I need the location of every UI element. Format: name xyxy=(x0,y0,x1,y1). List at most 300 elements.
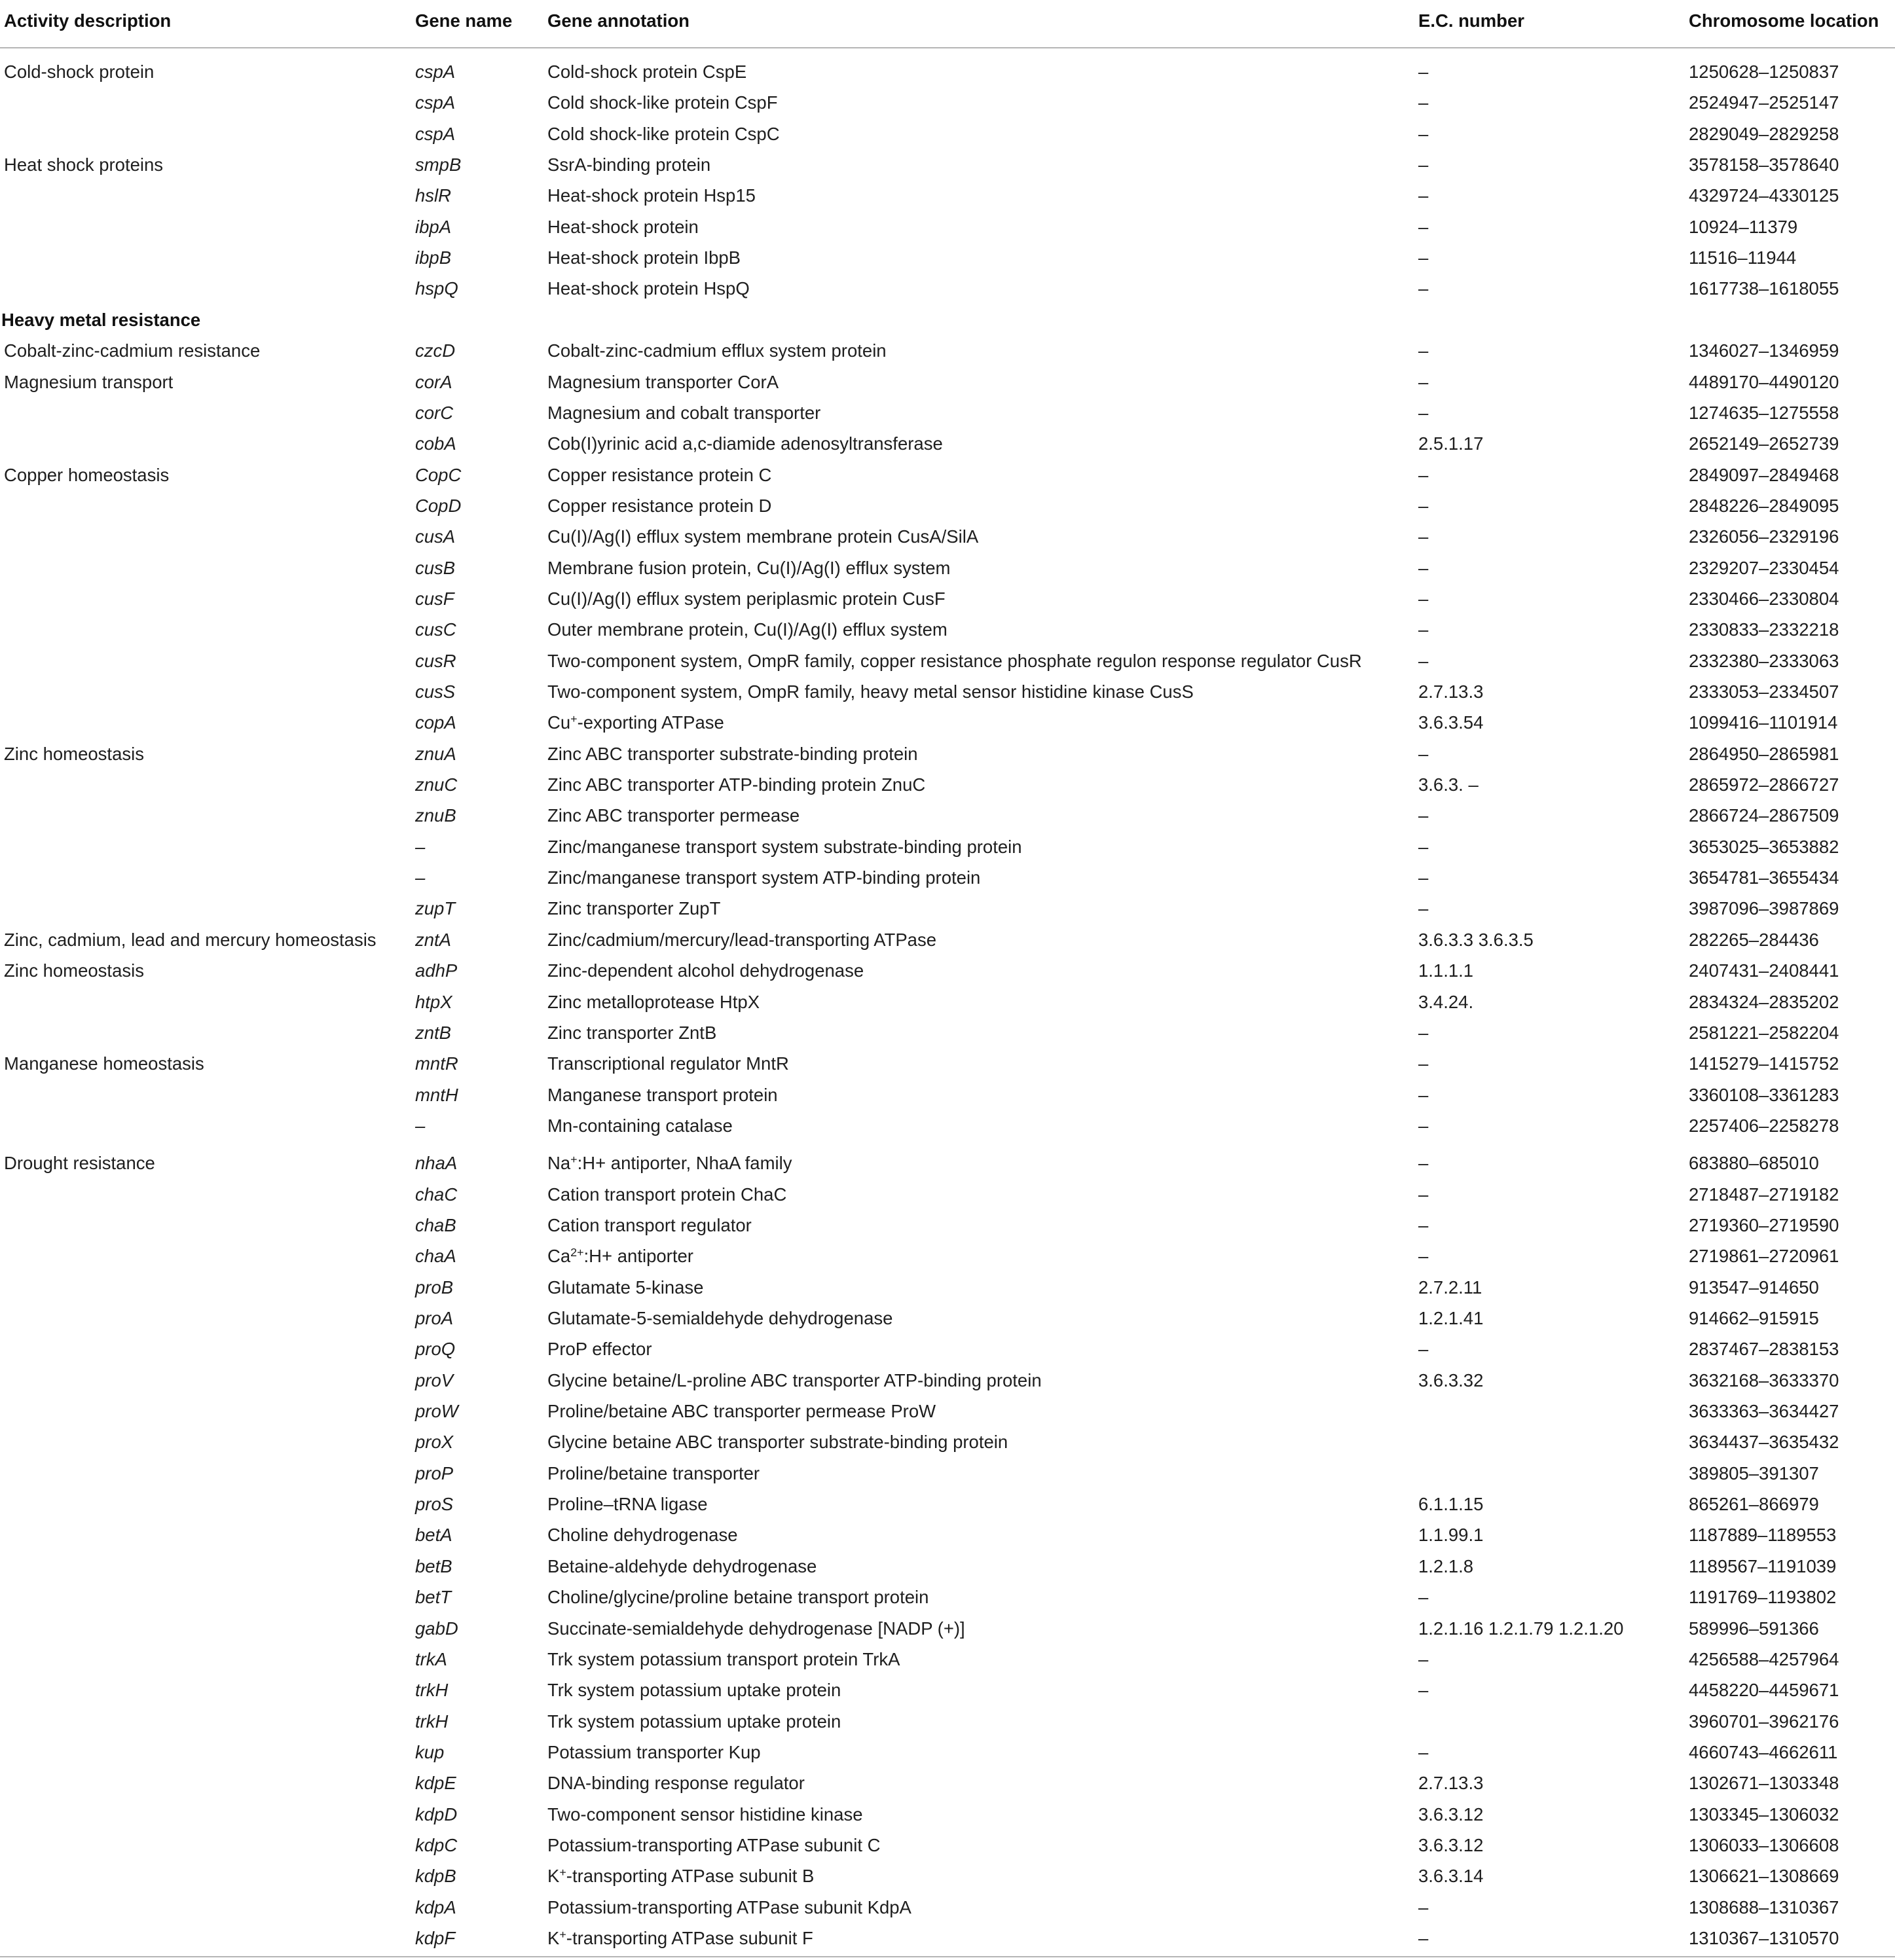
gene-annotation-cell: Glycine betaine/L-proline ABC transporter ATP-binding protein xyxy=(547,1370,1042,1390)
chromosome-location-cell: 2581221–2582204 xyxy=(1689,1022,1839,1043)
chromosome-location-cell: 2848226–2849095 xyxy=(1689,495,1839,516)
gene-annotation-cell: Two-component system, OmpR family, copper resistance phosphate regulon response regulator CusR xyxy=(547,650,1362,671)
gene-annotation-cell: Zinc transporter ZntB xyxy=(547,1022,717,1043)
chromosome-location-cell: 1617738–1618055 xyxy=(1689,278,1839,299)
gene-annotation-cell: Mn-containing catalase xyxy=(547,1115,733,1136)
gene-name-cell: chaB xyxy=(415,1214,456,1235)
gene-annotation-cell: Trk system potassium transport protein TrkA xyxy=(547,1648,900,1669)
chromosome-location-cell: 2652149–2652739 xyxy=(1689,433,1839,454)
ec-number-cell: 3.6.3. – xyxy=(1418,774,1479,795)
ec-number-cell: – xyxy=(1418,1896,1429,1917)
chromosome-location-cell: 3634437–3635432 xyxy=(1689,1432,1839,1453)
ec-number-cell: – xyxy=(1418,92,1429,113)
ec-number-cell: 1.1.1.1 xyxy=(1418,960,1474,981)
gene-annotation-cell: Proline/betaine transporter xyxy=(547,1462,760,1483)
activity-description-cell: Zinc, cadmium, lead and mercury homeostasis xyxy=(4,929,377,950)
gene-name-cell: trkH xyxy=(415,1680,449,1701)
table-row xyxy=(0,1080,1895,1110)
gene-annotation-cell: Cobalt-zinc-cadmium efflux system protein xyxy=(547,340,887,361)
gene-name-cell: mntR xyxy=(415,1053,458,1074)
ec-number-cell: 1.2.1.41 xyxy=(1418,1308,1484,1328)
gene-annotation-cell: Potassium-transporting ATPase subunit C xyxy=(547,1834,881,1855)
chromosome-location-cell: 913547–914650 xyxy=(1689,1277,1819,1298)
ec-number-cell: – xyxy=(1418,1928,1429,1948)
chromosome-location-cell: 3632168–3633370 xyxy=(1689,1370,1839,1390)
ec-number-cell: – xyxy=(1418,154,1429,175)
gene-annotation-cell: Trk system potassium uptake protein xyxy=(547,1680,841,1701)
gene-annotation-cell: Trk system potassium uptake protein xyxy=(547,1711,841,1732)
gene-name-cell: – xyxy=(415,836,426,857)
chromosome-location-cell: 1302671–1303348 xyxy=(1689,1773,1839,1794)
chromosome-location-cell: 589996–591366 xyxy=(1689,1618,1819,1639)
gene-name-cell: cspA xyxy=(415,62,456,82)
gene-name-cell: smpB xyxy=(415,154,462,175)
table-row xyxy=(0,1860,1895,1891)
table-row xyxy=(0,800,1895,831)
chromosome-location-cell: 2326056–2329196 xyxy=(1689,526,1839,547)
ec-number-cell: – xyxy=(1418,495,1429,516)
gene-annotation-cell: Cob(I)yrinic acid a,c-diamide adenosyltransferase xyxy=(547,433,943,454)
table-row xyxy=(0,460,1895,490)
table-row xyxy=(0,1582,1895,1612)
gene-name-cell: cobA xyxy=(415,433,456,454)
gene-name-cell: zntA xyxy=(415,929,452,950)
table-row xyxy=(0,273,1895,304)
table-row xyxy=(0,1644,1895,1675)
ec-number-cell: – xyxy=(1418,402,1429,423)
chromosome-location-cell: 2864950–2865981 xyxy=(1689,743,1839,764)
gene-name-cell: betB xyxy=(415,1555,452,1576)
gene-annotation-cell: Potassium transporter Kup xyxy=(547,1741,761,1762)
chromosome-location-cell: 2718487–2719182 xyxy=(1689,1184,1839,1205)
gene-annotation-cell: Magnesium and cobalt transporter xyxy=(547,402,821,423)
chromosome-location-cell: 683880–685010 xyxy=(1689,1153,1819,1174)
gene-name-cell: corA xyxy=(415,371,452,392)
chromosome-location-cell: 2257406–2258278 xyxy=(1689,1115,1839,1136)
gene-annotation-cell: Cold shock-like protein CspC xyxy=(547,123,780,144)
header-chromosome-location: Chromosome location xyxy=(1689,10,1879,31)
chromosome-location-cell: 3654781–3655434 xyxy=(1689,867,1839,888)
ec-number-cell: – xyxy=(1418,371,1429,392)
table-row xyxy=(0,1365,1895,1396)
gene-annotation-cell: DNA-binding response regulator xyxy=(547,1773,805,1794)
activity-description-cell: Zinc homeostasis xyxy=(4,960,144,981)
chromosome-location-cell: 1250628–1250837 xyxy=(1689,62,1839,82)
chromosome-location-cell: 3578158–3578640 xyxy=(1689,154,1839,175)
ec-number-cell: – xyxy=(1418,743,1429,764)
chromosome-location-cell: 2829049–2829258 xyxy=(1689,123,1839,144)
table-row xyxy=(0,428,1895,459)
gene-name-cell: trkH xyxy=(415,1711,449,1732)
gene-annotation-cell: Choline/glycine/proline betaine transport protein xyxy=(547,1587,929,1608)
table-row xyxy=(0,645,1895,676)
chromosome-location-cell: 1415279–1415752 xyxy=(1689,1053,1839,1074)
table-row xyxy=(0,707,1895,738)
gene-name-cell: cspA xyxy=(415,123,456,144)
gene-name-cell: znuC xyxy=(415,774,458,795)
ec-number-cell: 2.7.13.3 xyxy=(1418,1773,1484,1794)
gene-name-cell: proA xyxy=(415,1308,454,1328)
table-row xyxy=(0,1830,1895,1860)
table-row xyxy=(0,118,1895,149)
chromosome-location-cell: 1189567–1191039 xyxy=(1689,1555,1837,1576)
gene-name-cell: proQ xyxy=(415,1339,456,1360)
gene-annotation-cell: Zinc/manganese transport system ATP-binding protein xyxy=(547,867,981,888)
gene-annotation-cell: Glutamate-5-semialdehyde dehydrogenase xyxy=(547,1308,893,1328)
gene-name-cell: kdpA xyxy=(415,1896,456,1917)
gene-name-cell: kdpD xyxy=(415,1804,458,1824)
ec-number-cell: 3.6.3.12 xyxy=(1418,1834,1484,1855)
table-row xyxy=(0,1017,1895,1048)
gene-annotation-cell: K+-transporting ATPase subunit B xyxy=(547,1866,815,1887)
table-row xyxy=(0,769,1895,800)
chromosome-location-cell: 4329724–4330125 xyxy=(1689,185,1839,206)
ec-number-cell: – xyxy=(1418,1339,1429,1360)
gene-annotation-cell: Membrane fusion protein, Cu(I)/Ag(I) efflux system xyxy=(547,557,951,578)
chromosome-location-cell: 914662–915915 xyxy=(1689,1308,1819,1328)
gene-annotation-cell: Outer membrane protein, Cu(I)/Ag(I) efflux system xyxy=(547,619,948,640)
header-ec-number: E.C. number xyxy=(1418,10,1524,31)
table-row xyxy=(0,211,1895,242)
activity-description-cell: Drought resistance xyxy=(4,1153,155,1174)
chromosome-location-cell: 1306033–1306608 xyxy=(1689,1834,1839,1855)
ec-number-cell: 3.4.24. xyxy=(1418,991,1474,1012)
gene-annotation-cell: Zinc/cadmium/mercury/lead-transporting ATPase xyxy=(547,929,937,950)
ec-number-cell: – xyxy=(1418,1053,1429,1074)
ec-number-cell: – xyxy=(1418,588,1429,609)
gene-name-cell: cusR xyxy=(415,650,456,671)
table-row xyxy=(0,367,1895,397)
table-row xyxy=(0,676,1895,707)
gene-name-cell: cusA xyxy=(415,526,456,547)
chromosome-location-cell: 1187889–1189553 xyxy=(1689,1525,1837,1546)
gene-name-cell: cspA xyxy=(415,92,456,113)
gene-annotation-cell: Proline/betaine ABC transporter permease ProW xyxy=(547,1401,936,1422)
chromosome-location-cell: 2866724–2867509 xyxy=(1689,805,1839,826)
bottom-rule xyxy=(0,1956,1895,1957)
table-row xyxy=(0,1768,1895,1798)
table-row xyxy=(0,1048,1895,1079)
chromosome-location-cell: 2329207–2330454 xyxy=(1689,557,1839,578)
chromosome-location-cell: 4660743–4662611 xyxy=(1689,1741,1838,1762)
gene-name-cell: chaC xyxy=(415,1184,458,1205)
gene-annotation-cell: Heat-shock protein IbpB xyxy=(547,247,741,268)
table-row xyxy=(0,56,1895,87)
gene-name-cell: cusF xyxy=(415,588,454,609)
chromosome-location-cell: 2407431–2408441 xyxy=(1689,960,1839,981)
gene-annotation-cell: Heat-shock protein Hsp15 xyxy=(547,185,756,206)
table-row xyxy=(0,893,1895,924)
gene-annotation-cell: Cu(I)/Ag(I) efflux system membrane protein CusA/SilA xyxy=(547,526,979,547)
ec-number-cell: – xyxy=(1418,464,1429,485)
gene-annotation-cell: Cold shock-like protein CspF xyxy=(547,92,778,113)
gene-annotation-cell: Glycine betaine ABC transporter substrate-binding protein xyxy=(547,1432,1008,1453)
gene-name-cell: nhaA xyxy=(415,1153,458,1174)
gene-name-cell: adhP xyxy=(415,960,458,981)
chromosome-location-cell: 2865972–2866727 xyxy=(1689,774,1839,795)
ec-number-cell: – xyxy=(1418,1214,1429,1235)
gene-annotation-cell: K+-transporting ATPase subunit F xyxy=(547,1928,813,1948)
chromosome-location-cell: 11516–11944 xyxy=(1689,247,1797,268)
table-row xyxy=(0,1179,1895,1210)
gene-name-cell: proB xyxy=(415,1277,454,1298)
table-row xyxy=(0,1551,1895,1582)
gene-name-cell: kdpF xyxy=(415,1928,456,1948)
chromosome-location-cell: 389805–391307 xyxy=(1689,1462,1819,1483)
chromosome-location-cell: 1308688–1310367 xyxy=(1689,1896,1839,1917)
gene-annotation-cell: Copper resistance protein D xyxy=(547,495,772,516)
gene-annotation-cell: Cu(I)/Ag(I) efflux system periplasmic protein CusF xyxy=(547,588,946,609)
table-row xyxy=(0,1334,1895,1364)
gene-name-cell: cusB xyxy=(415,557,456,578)
gene-annotation-cell: Two-component system, OmpR family, heavy metal sensor histidine kinase CusS xyxy=(547,681,1194,702)
gene-name-cell: gabD xyxy=(415,1618,458,1639)
gene-annotation-cell: Cation transport protein ChaC xyxy=(547,1184,787,1205)
chromosome-location-cell: 865261–866979 xyxy=(1689,1494,1819,1515)
table-row xyxy=(0,180,1895,211)
table-row xyxy=(0,242,1895,273)
ec-number-cell: – xyxy=(1418,1184,1429,1205)
gene-annotation-cell: Proline–tRNA ligase xyxy=(547,1494,708,1515)
gene-name-cell: – xyxy=(415,867,426,888)
table-row xyxy=(0,1110,1895,1141)
table-row xyxy=(0,831,1895,862)
table-row xyxy=(0,1799,1895,1830)
gene-name-cell: cusS xyxy=(415,681,456,702)
gene-annotation-cell: Magnesium transporter CorA xyxy=(547,371,779,392)
chromosome-location-cell: 2330466–2330804 xyxy=(1689,588,1839,609)
table-row xyxy=(0,955,1895,986)
ec-number-cell: – xyxy=(1418,619,1429,640)
table-row xyxy=(0,738,1895,769)
table-row xyxy=(0,1892,1895,1923)
ec-number-cell: – xyxy=(1418,340,1429,361)
chromosome-location-cell: 1274635–1275558 xyxy=(1689,402,1839,423)
gene-annotation-cell: Cation transport regulator xyxy=(547,1214,752,1235)
gene-name-cell: znuB xyxy=(415,805,456,826)
ec-number-cell: 6.1.1.15 xyxy=(1418,1494,1484,1515)
ec-number-cell: – xyxy=(1418,1741,1429,1762)
table-row xyxy=(0,614,1895,645)
gene-name-cell: ibpB xyxy=(415,247,452,268)
gene-name-cell: proV xyxy=(415,1370,454,1390)
chromosome-location-cell: 2524947–2525147 xyxy=(1689,92,1839,113)
table-row xyxy=(0,521,1895,552)
gene-annotation-cell: Heat-shock protein xyxy=(547,216,699,237)
table-row xyxy=(0,987,1895,1017)
ec-number-cell: – xyxy=(1418,1153,1429,1174)
chromosome-location-cell: 3960701–3962176 xyxy=(1689,1711,1839,1732)
table-header xyxy=(0,0,1895,48)
gene-name-cell: betA xyxy=(415,1525,452,1546)
ec-number-cell: 2.5.1.17 xyxy=(1418,433,1484,454)
gene-annotation-cell: Zinc transporter ZupT xyxy=(547,898,721,919)
ec-number-cell: – xyxy=(1418,805,1429,826)
ec-number-cell: – xyxy=(1418,1648,1429,1669)
gene-annotation-cell: Potassium-transporting ATPase subunit KdpA xyxy=(547,1896,911,1917)
chromosome-location-cell: 4256588–4257964 xyxy=(1689,1648,1839,1669)
gene-annotation-cell: Copper resistance protein C xyxy=(547,464,772,485)
table-row xyxy=(0,1303,1895,1334)
table-row xyxy=(0,1675,1895,1705)
gene-name-cell: ibpA xyxy=(415,216,452,237)
activity-description-cell: Zinc homeostasis xyxy=(4,743,144,764)
gene-annotation-cell: $Ca^{2+}:H+$ antiporter xyxy=(547,1246,693,1267)
gene-name-cell: hslR xyxy=(415,185,452,206)
chromosome-location-cell: 2849097–2849468 xyxy=(1689,464,1839,485)
activity-description-cell: Cobalt-zinc-cadmium resistance xyxy=(4,340,261,361)
chromosome-location-cell: 2719360–2719590 xyxy=(1689,1214,1839,1235)
ec-number-cell: – xyxy=(1418,526,1429,547)
table-row xyxy=(0,1426,1895,1457)
gene-name-cell: czcD xyxy=(415,340,456,361)
ec-number-cell: – xyxy=(1418,216,1429,237)
chromosome-location-cell: 1346027–1346959 xyxy=(1689,340,1839,361)
ec-number-cell: 3.6.3.12 xyxy=(1418,1804,1484,1824)
gene-annotation-cell: Glutamate 5-kinase xyxy=(547,1277,704,1298)
chromosome-location-cell: 2330833–2332218 xyxy=(1689,619,1839,640)
gene-annotation-cell: Succinate-semialdehyde dehydrogenase [NADP (+)] xyxy=(547,1618,965,1639)
ec-number-cell: – xyxy=(1418,1587,1429,1608)
table-row xyxy=(0,1737,1895,1768)
table-row xyxy=(0,1241,1895,1271)
gene-name-cell: copA xyxy=(415,712,456,733)
chromosome-location-cell: 1191769–1193802 xyxy=(1689,1587,1837,1608)
gene-name-cell: proX xyxy=(415,1432,454,1453)
gene-name-cell: kdpB xyxy=(415,1866,456,1887)
gene-annotation-cell: Zinc/manganese transport system substrate-binding protein xyxy=(547,836,1022,857)
chromosome-location-cell: 2332380–2333063 xyxy=(1689,650,1839,671)
gene-name-cell: proW xyxy=(415,1401,458,1422)
chromosome-location-cell: 2719861–2720961 xyxy=(1689,1246,1839,1267)
ec-number-cell: – xyxy=(1418,1115,1429,1136)
gene-annotation-cell: Betaine-aldehyde dehydrogenase xyxy=(547,1555,817,1576)
table-row xyxy=(0,1458,1895,1489)
chromosome-location-cell: 3633363–3634427 xyxy=(1689,1401,1839,1422)
gene-name-cell: CopC xyxy=(415,464,462,485)
table-row xyxy=(0,924,1895,955)
gene-name-cell: kup xyxy=(415,1741,445,1762)
gene-annotation-cell: Cold-shock protein CspE xyxy=(547,62,747,82)
chromosome-location-cell: 1306621–1308669 xyxy=(1689,1866,1839,1887)
chromosome-location-cell: 3360108–3361283 xyxy=(1689,1084,1839,1105)
gene-annotation-cell: Cu+-exporting ATPase xyxy=(547,712,724,733)
activity-description-cell: Cold-shock protein xyxy=(4,62,155,82)
table-row xyxy=(0,583,1895,614)
table-row xyxy=(0,553,1895,583)
chromosome-location-cell: 1310367–1310570 xyxy=(1689,1928,1839,1948)
table-row xyxy=(0,862,1895,893)
chromosome-location-cell: 4458220–4459671 xyxy=(1689,1680,1839,1701)
ec-number-cell: – xyxy=(1418,247,1429,268)
ec-number-cell: 2.7.2.11 xyxy=(1418,1277,1482,1298)
table-row xyxy=(0,397,1895,428)
ec-number-cell: – xyxy=(1418,650,1429,671)
chromosome-location-cell: 2834324–2835202 xyxy=(1689,991,1839,1012)
header-gene-annotation: Gene annotation xyxy=(547,10,690,31)
gene-annotation-cell: Choline dehydrogenase xyxy=(547,1525,738,1546)
chromosome-location-cell: 3987096–3987869 xyxy=(1689,898,1839,919)
header-activity-description: Activity description xyxy=(4,10,172,31)
gene-annotation-cell: Na+:H+ antiporter, NhaA family xyxy=(547,1153,792,1174)
chromosome-location-cell: 1303345–1306032 xyxy=(1689,1804,1839,1824)
activity-description-cell: Magnesium transport xyxy=(4,371,174,392)
table-row xyxy=(0,1706,1895,1737)
ec-number-cell: 1.1.99.1 xyxy=(1418,1525,1484,1546)
ec-number-cell: – xyxy=(1418,836,1429,857)
ec-number-cell: – xyxy=(1418,123,1429,144)
chromosome-location-cell: 3653025–3653882 xyxy=(1689,836,1839,857)
gene-annotation-cell: SsrA-binding protein xyxy=(547,154,711,175)
ec-number-cell: 1.2.1.16 1.2.1.79 1.2.1.20 xyxy=(1418,1618,1624,1639)
table-row xyxy=(0,1489,1895,1519)
gene-name-cell: – xyxy=(415,1115,426,1136)
gene-name-cell: htpX xyxy=(415,991,452,1012)
gene-annotation-cell: Heat-shock protein HspQ xyxy=(547,278,750,299)
gene-annotation-cell: Zinc ABC transporter permease xyxy=(547,805,800,826)
gene-name-cell: znuA xyxy=(415,743,456,764)
ec-number-cell: 2.7.13.3 xyxy=(1418,681,1484,702)
ec-number-cell: 1.2.1.8 xyxy=(1418,1555,1474,1576)
gene-name-cell: kdpC xyxy=(415,1834,458,1855)
gene-name-cell: corC xyxy=(415,402,454,423)
ec-number-cell: 3.6.3.32 xyxy=(1418,1370,1484,1390)
gene-name-cell: betT xyxy=(415,1587,452,1608)
header-gene-name: Gene name xyxy=(415,10,513,31)
chromosome-location-cell: 2333053–2334507 xyxy=(1689,681,1839,702)
ec-number-cell: 3.6.3.54 xyxy=(1418,712,1484,733)
gene-name-cell: mntH xyxy=(415,1084,458,1105)
gene-name-cell: hspQ xyxy=(415,278,458,299)
ec-number-cell: – xyxy=(1418,898,1429,919)
section-heading-row xyxy=(0,304,1895,335)
table-row xyxy=(0,1396,1895,1426)
gene-name-cell: zupT xyxy=(415,898,456,919)
ec-number-cell: – xyxy=(1418,278,1429,299)
table-row xyxy=(0,1613,1895,1644)
table-row xyxy=(0,87,1895,118)
gene-annotation-cell: Zinc-dependent alcohol dehydrogenase xyxy=(547,960,864,981)
gene-annotation-cell: Zinc ABC transporter substrate-binding protein xyxy=(547,743,918,764)
chromosome-location-cell: 10924–11379 xyxy=(1689,216,1798,237)
ec-number-cell: – xyxy=(1418,867,1429,888)
gene-annotation-cell: Transcriptional regulator MntR xyxy=(547,1053,789,1074)
chromosome-location-cell: 1099416–1101914 xyxy=(1689,712,1838,733)
ec-number-cell: – xyxy=(1418,62,1429,82)
activity-description-cell: Manganese homeostasis xyxy=(4,1053,204,1074)
table-row xyxy=(0,1923,1895,1953)
ec-number-cell: – xyxy=(1418,557,1429,578)
gene-name-cell: chaA xyxy=(415,1246,456,1267)
table-row xyxy=(0,1210,1895,1241)
gene-name-cell: proS xyxy=(415,1494,454,1515)
gene-annotation-cell: Zinc metalloprotease HtpX xyxy=(547,991,760,1012)
gene-annotation-cell: ProP effector xyxy=(547,1339,652,1360)
table-row xyxy=(0,335,1895,366)
gene-name-cell: cusC xyxy=(415,619,456,640)
ec-number-cell: – xyxy=(1418,1084,1429,1105)
table-row xyxy=(0,1148,1895,1178)
ec-number-cell: 3.6.3.3 3.6.3.5 xyxy=(1418,929,1534,950)
activity-description-cell: Heat shock proteins xyxy=(4,154,164,175)
ec-number-cell: – xyxy=(1418,1022,1429,1043)
chromosome-location-cell: 4489170–4490120 xyxy=(1689,371,1839,392)
gene-annotation-cell: Two-component sensor histidine kinase xyxy=(547,1804,863,1824)
table-row xyxy=(0,1272,1895,1303)
gene-name-cell: kdpE xyxy=(415,1773,456,1794)
activity-description-cell: Copper homeostasis xyxy=(4,464,170,485)
ec-number-cell: – xyxy=(1418,185,1429,206)
